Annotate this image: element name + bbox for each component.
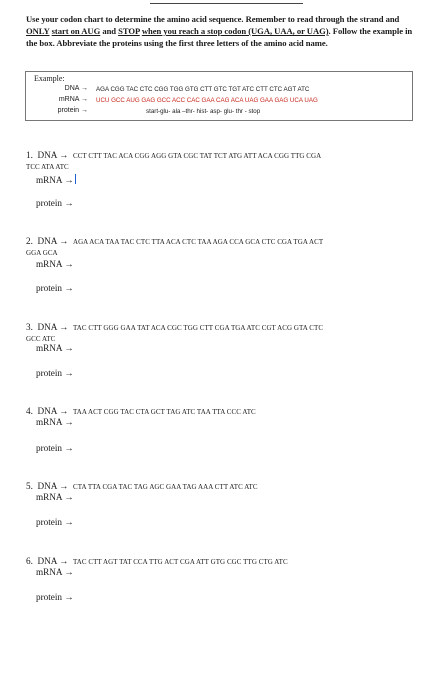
stop-emphasis: STOP [118, 26, 140, 36]
dna-label: DNA → [37, 481, 69, 491]
question-5 [26, 481, 416, 527]
protein-answer-line[interactable] [36, 443, 74, 453]
dna-sequence-continued: GCC ATC [26, 335, 56, 343]
top-rule [150, 3, 303, 4]
text-cursor [75, 174, 77, 184]
dna-sequence-continued: GGA GCA [26, 249, 58, 257]
start-aug-emphasis: start on AUG [51, 26, 101, 36]
stop-codon-emphasis: when you reach a stop codon (UGA, UAA, or UAG) [141, 26, 329, 36]
protein-answer-line[interactable] [36, 283, 74, 293]
mrna-label: mRNA → [36, 175, 74, 185]
mrna-answer-line[interactable] [36, 343, 74, 353]
mrna-label: mRNA → [36, 343, 74, 353]
question-number: 2. [26, 236, 33, 246]
mrna-label: mRNA → [36, 417, 74, 427]
question-4 [26, 406, 416, 453]
example-box [25, 71, 413, 121]
protein-answer-line[interactable] [36, 517, 74, 527]
example-mrna-seq: UCU GCC AUG GAG GCC ACC CAC GAA CAG ACA UAG GAA GAG UCA UAG [96, 97, 318, 104]
dna-sequence-continued: TCC ATA ATC [26, 163, 69, 171]
example-protein-label: protein → [57, 107, 88, 114]
question-line [26, 322, 416, 334]
question-number: 1. [26, 150, 33, 160]
example-title: Example: [34, 74, 65, 83]
question-line [26, 556, 416, 568]
dna-sequence: TAC CTT AGT TAT CCA TTG ACT CGA ATT GTG CGC TTG CTG ATC [72, 558, 288, 566]
instructions-end: . Follow the example in the box. Abbreviate the proteins using the first three letters of the amino acid name. [26, 26, 413, 48]
mrna-label: mRNA → [36, 492, 74, 502]
mrna-answer-line[interactable] [36, 417, 74, 427]
question-number: 5. [26, 481, 33, 491]
protein-label: protein → [36, 443, 74, 453]
example-protein-seq: start-glu- ala –thr- hist- asp- glu- thr - stop [146, 108, 261, 115]
protein-label: protein → [36, 198, 74, 208]
protein-label: protein → [36, 517, 74, 527]
mrna-label: mRNA → [36, 259, 74, 269]
dna-sequence: TAA ACT CGG TAC CTA GCT TAG ATC TAA TTA CCC ATC [72, 408, 256, 416]
mrna-answer-line[interactable] [36, 567, 74, 577]
only-emphasis: ONLY [26, 26, 50, 36]
and-text: and [100, 26, 119, 36]
question-number: 4. [26, 406, 33, 416]
question-number: 6. [26, 556, 33, 566]
protein-answer-line[interactable] [36, 368, 74, 378]
question-number: 3. [26, 322, 33, 332]
protein-label: protein → [36, 368, 74, 378]
question-line [26, 150, 416, 162]
dna-sequence: CTA TTA CGA TAC TAG AGC GAA TAG AAA CTT ATC ATC [72, 483, 258, 491]
mrna-label: mRNA → [36, 567, 74, 577]
dna-sequence: TAC CTT GGG GAA TAT ACA CGC TGG CTT CGA TGA ATC CGT ACG GTA CTC [72, 324, 324, 332]
dna-label: DNA → [37, 406, 69, 416]
dna-sequence: AGA ACA TAA TAC CTC TTA ACA CTC TAA AGA CCA GCA CTC CGA TGA ACT [72, 238, 324, 246]
question-line [26, 406, 416, 418]
dna-label: DNA → [37, 322, 69, 332]
question-line [26, 236, 416, 248]
example-mrna-label: mRNA → [58, 96, 88, 103]
question-2 [26, 236, 416, 293]
dna-sequence: CCT CTT TAC ACA CGG AGG GTA CGC TAT TCT ATG ATT ACA CGG TTG CGA [72, 152, 322, 160]
mrna-answer-line[interactable] [36, 492, 74, 502]
example-dna-label: DNA → [64, 85, 88, 92]
question-6 [26, 556, 416, 602]
protein-answer-line[interactable] [36, 198, 74, 208]
instructions-text: Use your codon chart to determine the amino acid sequence. Remember to read through the strand and [26, 14, 400, 24]
protein-label: protein → [36, 592, 74, 602]
dna-label: DNA → [37, 150, 69, 160]
protein-label: protein → [36, 283, 74, 293]
instructions [26, 13, 418, 49]
question-3 [26, 322, 416, 378]
mrna-answer-line[interactable] [36, 259, 74, 269]
question-line [26, 481, 416, 493]
dna-label: DNA → [37, 236, 69, 246]
dna-label: DNA → [37, 556, 69, 566]
protein-answer-line[interactable] [36, 592, 74, 602]
example-dna-seq: AGA CGG TAC CTC CGG TGG GTG CTT GTC TGT ATC CTT CTC AGT ATC [96, 86, 310, 93]
question-1 [26, 150, 416, 208]
mrna-answer-line[interactable] [36, 174, 76, 185]
